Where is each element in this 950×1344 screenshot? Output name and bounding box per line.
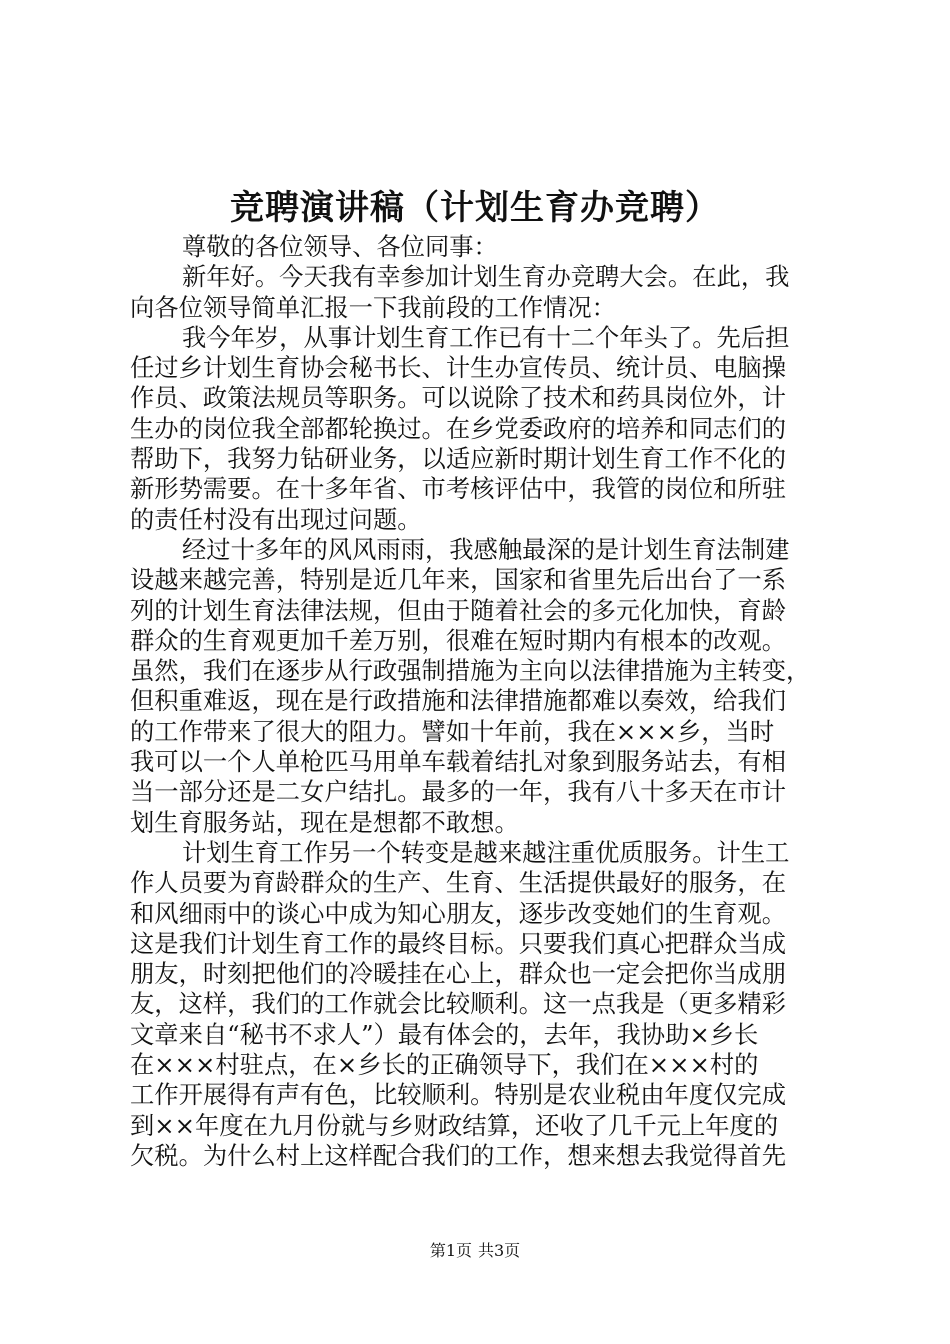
- paragraph-line: 友，这样，我们的工作就会比较顺利。这一点我是（更多精彩: [130, 989, 787, 1019]
- paragraph-line: 帮助下，我努力钻研业务，以适应新时期计划生育工作不化的: [130, 444, 787, 474]
- paragraph-line: 工作开展得有声有色，比较顺利。特别是农业税由年度仅完成: [130, 1080, 787, 1110]
- paragraph-line: 群众的生育观更加千差万别，很难在短时期内有根本的改观。: [130, 625, 787, 655]
- page-number: 第1页: [429, 1241, 472, 1260]
- paragraph-line: 新年好。今天我有幸参加计划生育办竞聘大会。在此，我: [182, 262, 790, 292]
- paragraph-line: 设越来越完善，特别是近几年来，国家和省里先后出台了一系: [130, 565, 787, 595]
- document-title: 竞聘演讲稿（计划生育办竞聘）: [230, 188, 720, 228]
- paragraph-line: 计划生育工作另一个转变是越来越注重优质服务。计生工: [182, 837, 790, 867]
- paragraph-line: 作员、政策法规员等职务。可以说除了技术和药具岗位外，计: [130, 383, 787, 413]
- paragraph-line: 到××年度在九月份就与乡财政结算，还收了几千元上年度的: [130, 1110, 779, 1140]
- paragraph-line: 这是我们计划生育工作的最终目标。只要我们真心把群众当成: [130, 928, 787, 958]
- paragraph-line: 的工作带来了很大的阻力。譬如十年前，我在×××乡，当时: [130, 716, 775, 746]
- paragraph-line: 朋友，时刻把他们的冷暖挂在心上，群众也一定会把你当成朋: [130, 959, 787, 989]
- page-total: 共3页: [478, 1241, 521, 1260]
- paragraph-line: 新形势需要。在十多年省、市考核评估中，我管的岗位和所驻: [130, 474, 787, 504]
- document-body: [130, 232, 830, 1171]
- paragraph-line: 但积重难返，现在是行政措施和法律措施都难以奏效，给我们: [130, 686, 787, 716]
- paragraph-line: 任过乡计划生育协会秘书长、计生办宣传员、统计员、电脑操: [130, 353, 787, 383]
- paragraph-line: 作人员要为育龄群众的生产、生育、生活提供最好的服务，在: [130, 868, 787, 898]
- paragraph-line: 在×××村驻点，在×乡长的正确领导下，我们在×××村的: [130, 1050, 759, 1080]
- paragraph-line: 列的计划生育法律法规，但由于随着社会的多元化加快，育龄: [130, 595, 787, 625]
- paragraph-line: 虽然，我们在逐步从行政强制措施为主向以法律措施为主转变，: [130, 656, 811, 686]
- page-footer: [0, 1240, 950, 1262]
- paragraph-line: 和风细雨中的谈心中成为知心朋友，逐步改变她们的生育观。: [130, 898, 787, 928]
- paragraph-line: 我今年岁，从事计划生育工作已有十二个年头了。先后担: [182, 322, 790, 352]
- paragraph-line: 经过十多年的风风雨雨，我感触最深的是计划生育法制建: [182, 534, 790, 564]
- salutation-line: 尊敬的各位领导、各位同事：: [182, 232, 498, 261]
- paragraph-line: 生办的岗位我全部都轮换过。在乡党委政府的培养和同志们的: [130, 413, 787, 443]
- paragraph-line: 我可以一个人单枪匹马用单车载着结扎对象到服务站去，有相: [130, 747, 787, 777]
- paragraph-line: 欠税。为什么村上这样配合我们的工作，想来想去我觉得首先: [130, 1140, 787, 1170]
- paragraph-line: 向各位领导简单汇报一下我前段的工作情况：: [130, 292, 616, 322]
- paragraph-line: 当一部分还是二女户结扎。最多的一年，我有八十多天在市计: [130, 777, 787, 807]
- paragraph-line: 划生育服务站，现在是想都不敢想。: [130, 807, 519, 837]
- paragraph-line: 的责任村没有出现过问题。: [130, 504, 422, 534]
- paragraph-line: 文章来自“秘书不求人”）最有体会的，去年，我协助×乡长: [130, 1019, 759, 1049]
